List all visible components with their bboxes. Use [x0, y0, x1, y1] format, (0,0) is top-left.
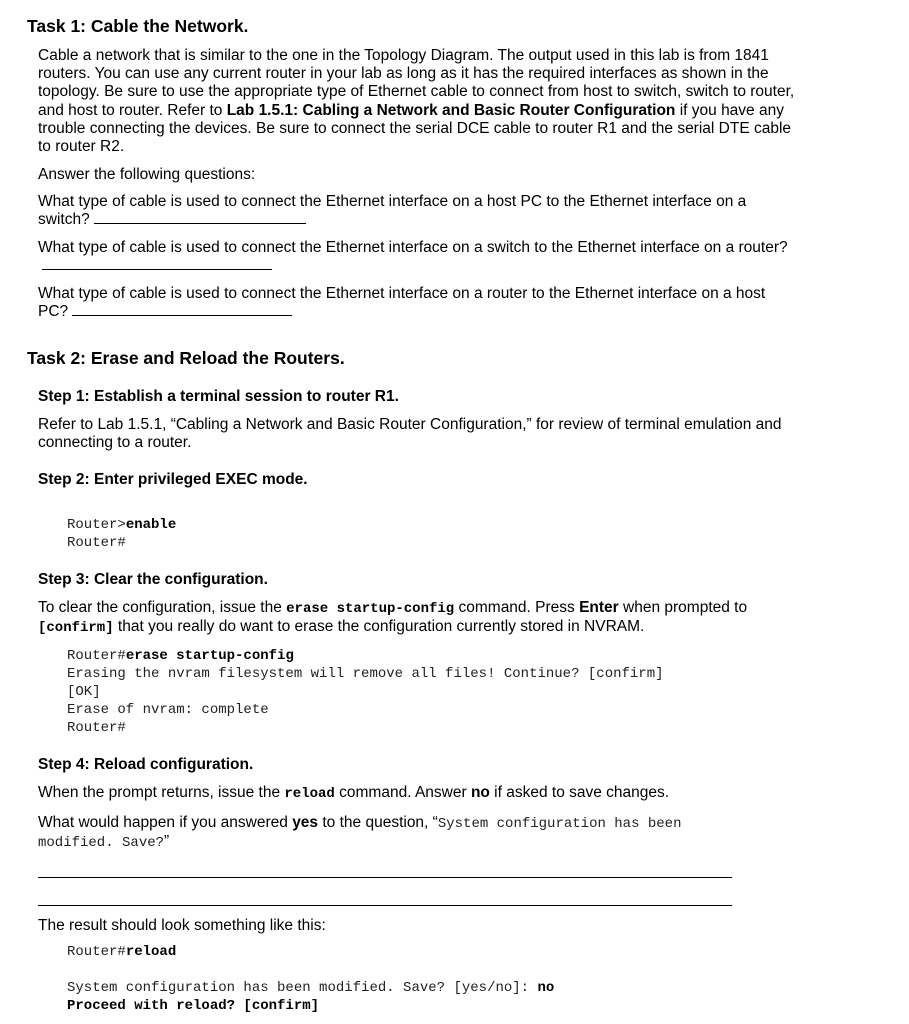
answer-no: no	[470, 784, 490, 801]
task1-intro-part1: Cable a network that is similar to the one in the Topology Diagram. The output used in this lab is from 1841 routers. You can use any current router in your lab as long as it has the required interfaces as shown in the topology. Be sure to use the appropriate type of Ethernet cable to connect from host to switch, switch to router, and host to router. Refer to	[38, 47, 795, 119]
step4-question-1: What would happen if you answered	[38, 814, 293, 831]
step2-command: enable	[125, 517, 177, 533]
enter-key: Enter	[579, 599, 619, 616]
step4-question-mono: System configuration has been modified. Save?	[38, 816, 682, 852]
step4-question	[38, 814, 738, 852]
answer-line-1[interactable]	[38, 877, 732, 878]
step2-code-block	[67, 516, 176, 552]
step4-code-line3: Proceed with reload? [confirm]	[67, 998, 320, 1014]
task1-heading: Task 1: Cable the Network.	[27, 16, 249, 36]
answer-blank-1[interactable]	[94, 211, 306, 224]
step2-prompt2: Router#	[67, 535, 126, 551]
step4-text-2: command. Answer	[334, 784, 471, 801]
step3-text-2: command. Press	[454, 599, 580, 616]
step1-heading: Step 1: Establish a terminal session to router R1.	[38, 388, 399, 405]
step3-code-prompt: Router#	[67, 648, 126, 664]
step3-text	[38, 599, 798, 637]
step4-text-3: if asked to save changes.	[489, 784, 670, 801]
lab-reference: Lab 1.5.1: Cabling a Network and Basic Router Configuration	[226, 101, 676, 119]
answer-blank-2[interactable]	[42, 257, 272, 270]
step1-text: Refer to Lab 1.5.1, “Cabling a Network and Basic Router Configuration,” for review of terminal emulation and connecting to a router.	[38, 416, 782, 452]
step4-code-line2: System configuration has been modified. Save? [yes/no]:	[67, 980, 538, 996]
question-3	[38, 285, 798, 321]
step4-code-block	[67, 943, 554, 1015]
step4-text-1: When the prompt returns, issue the	[38, 784, 285, 801]
step4-text	[38, 784, 798, 803]
step2-heading: Step 2: Enter privileged EXEC mode.	[38, 471, 308, 488]
question-1	[38, 193, 798, 229]
answer-blank-3[interactable]	[72, 303, 292, 316]
step4-code-answer: no	[537, 980, 555, 996]
step3-code-line3: [OK]	[67, 684, 101, 700]
answer-yes: yes	[292, 814, 319, 831]
step2-prompt: Router>	[67, 517, 126, 533]
step4-question-3: ”	[164, 833, 170, 851]
reload-command-inline: reload	[284, 786, 335, 802]
step3-heading: Step 3: Clear the configuration.	[38, 571, 268, 588]
step3-code-line4: Erase of nvram: complete	[67, 702, 269, 718]
answer-line-2[interactable]	[38, 905, 732, 906]
step3-code-command: erase startup-config	[125, 648, 294, 664]
question-2	[38, 239, 798, 275]
result-intro: The result should look something like this:	[38, 917, 326, 934]
answer-prompt: Answer the following questions:	[38, 166, 256, 183]
step3-code-line2: Erasing the nvram filesystem will remove all files! Continue? [confirm]	[67, 666, 664, 682]
task1-intro	[38, 47, 798, 156]
question-3-text: What type of cable is used to connect the Ethernet interface on a router to the Ethernet interface on a host PC?	[38, 285, 766, 321]
step4-heading: Step 4: Reload configuration.	[38, 756, 254, 773]
step3-text-4: that you really do want to erase the configuration currently stored in NVRAM.	[113, 618, 645, 636]
step3-code-block	[67, 647, 664, 737]
step3-command-inline: erase startup-config	[286, 601, 455, 617]
step4-code-command: reload	[125, 944, 177, 960]
question-1-text: What type of cable is used to connect the Ethernet interface on a host PC to the Ethernet interface on a switch?	[38, 193, 747, 229]
step4-code-prompt: Router#	[67, 944, 126, 960]
confirm-inline: [confirm]	[38, 620, 114, 637]
step3-text-3: when prompted to	[618, 599, 748, 616]
question-2-text: What type of cable is used to connect the Ethernet interface on a switch to the Ethernet interface on a router?	[38, 239, 788, 256]
task2-heading: Task 2: Erase and Reload the Routers.	[27, 348, 345, 368]
task1-intro-part2: if you have any trouble connecting the devices. Be sure to connect the serial DCE cable to router R1 and the serial DTE cable to router R2.	[38, 101, 792, 156]
step3-code-line5: Router#	[67, 720, 126, 736]
step3-text-1: To clear the configuration, issue the	[38, 599, 287, 616]
step4-question-2: to the question, “	[318, 814, 438, 831]
